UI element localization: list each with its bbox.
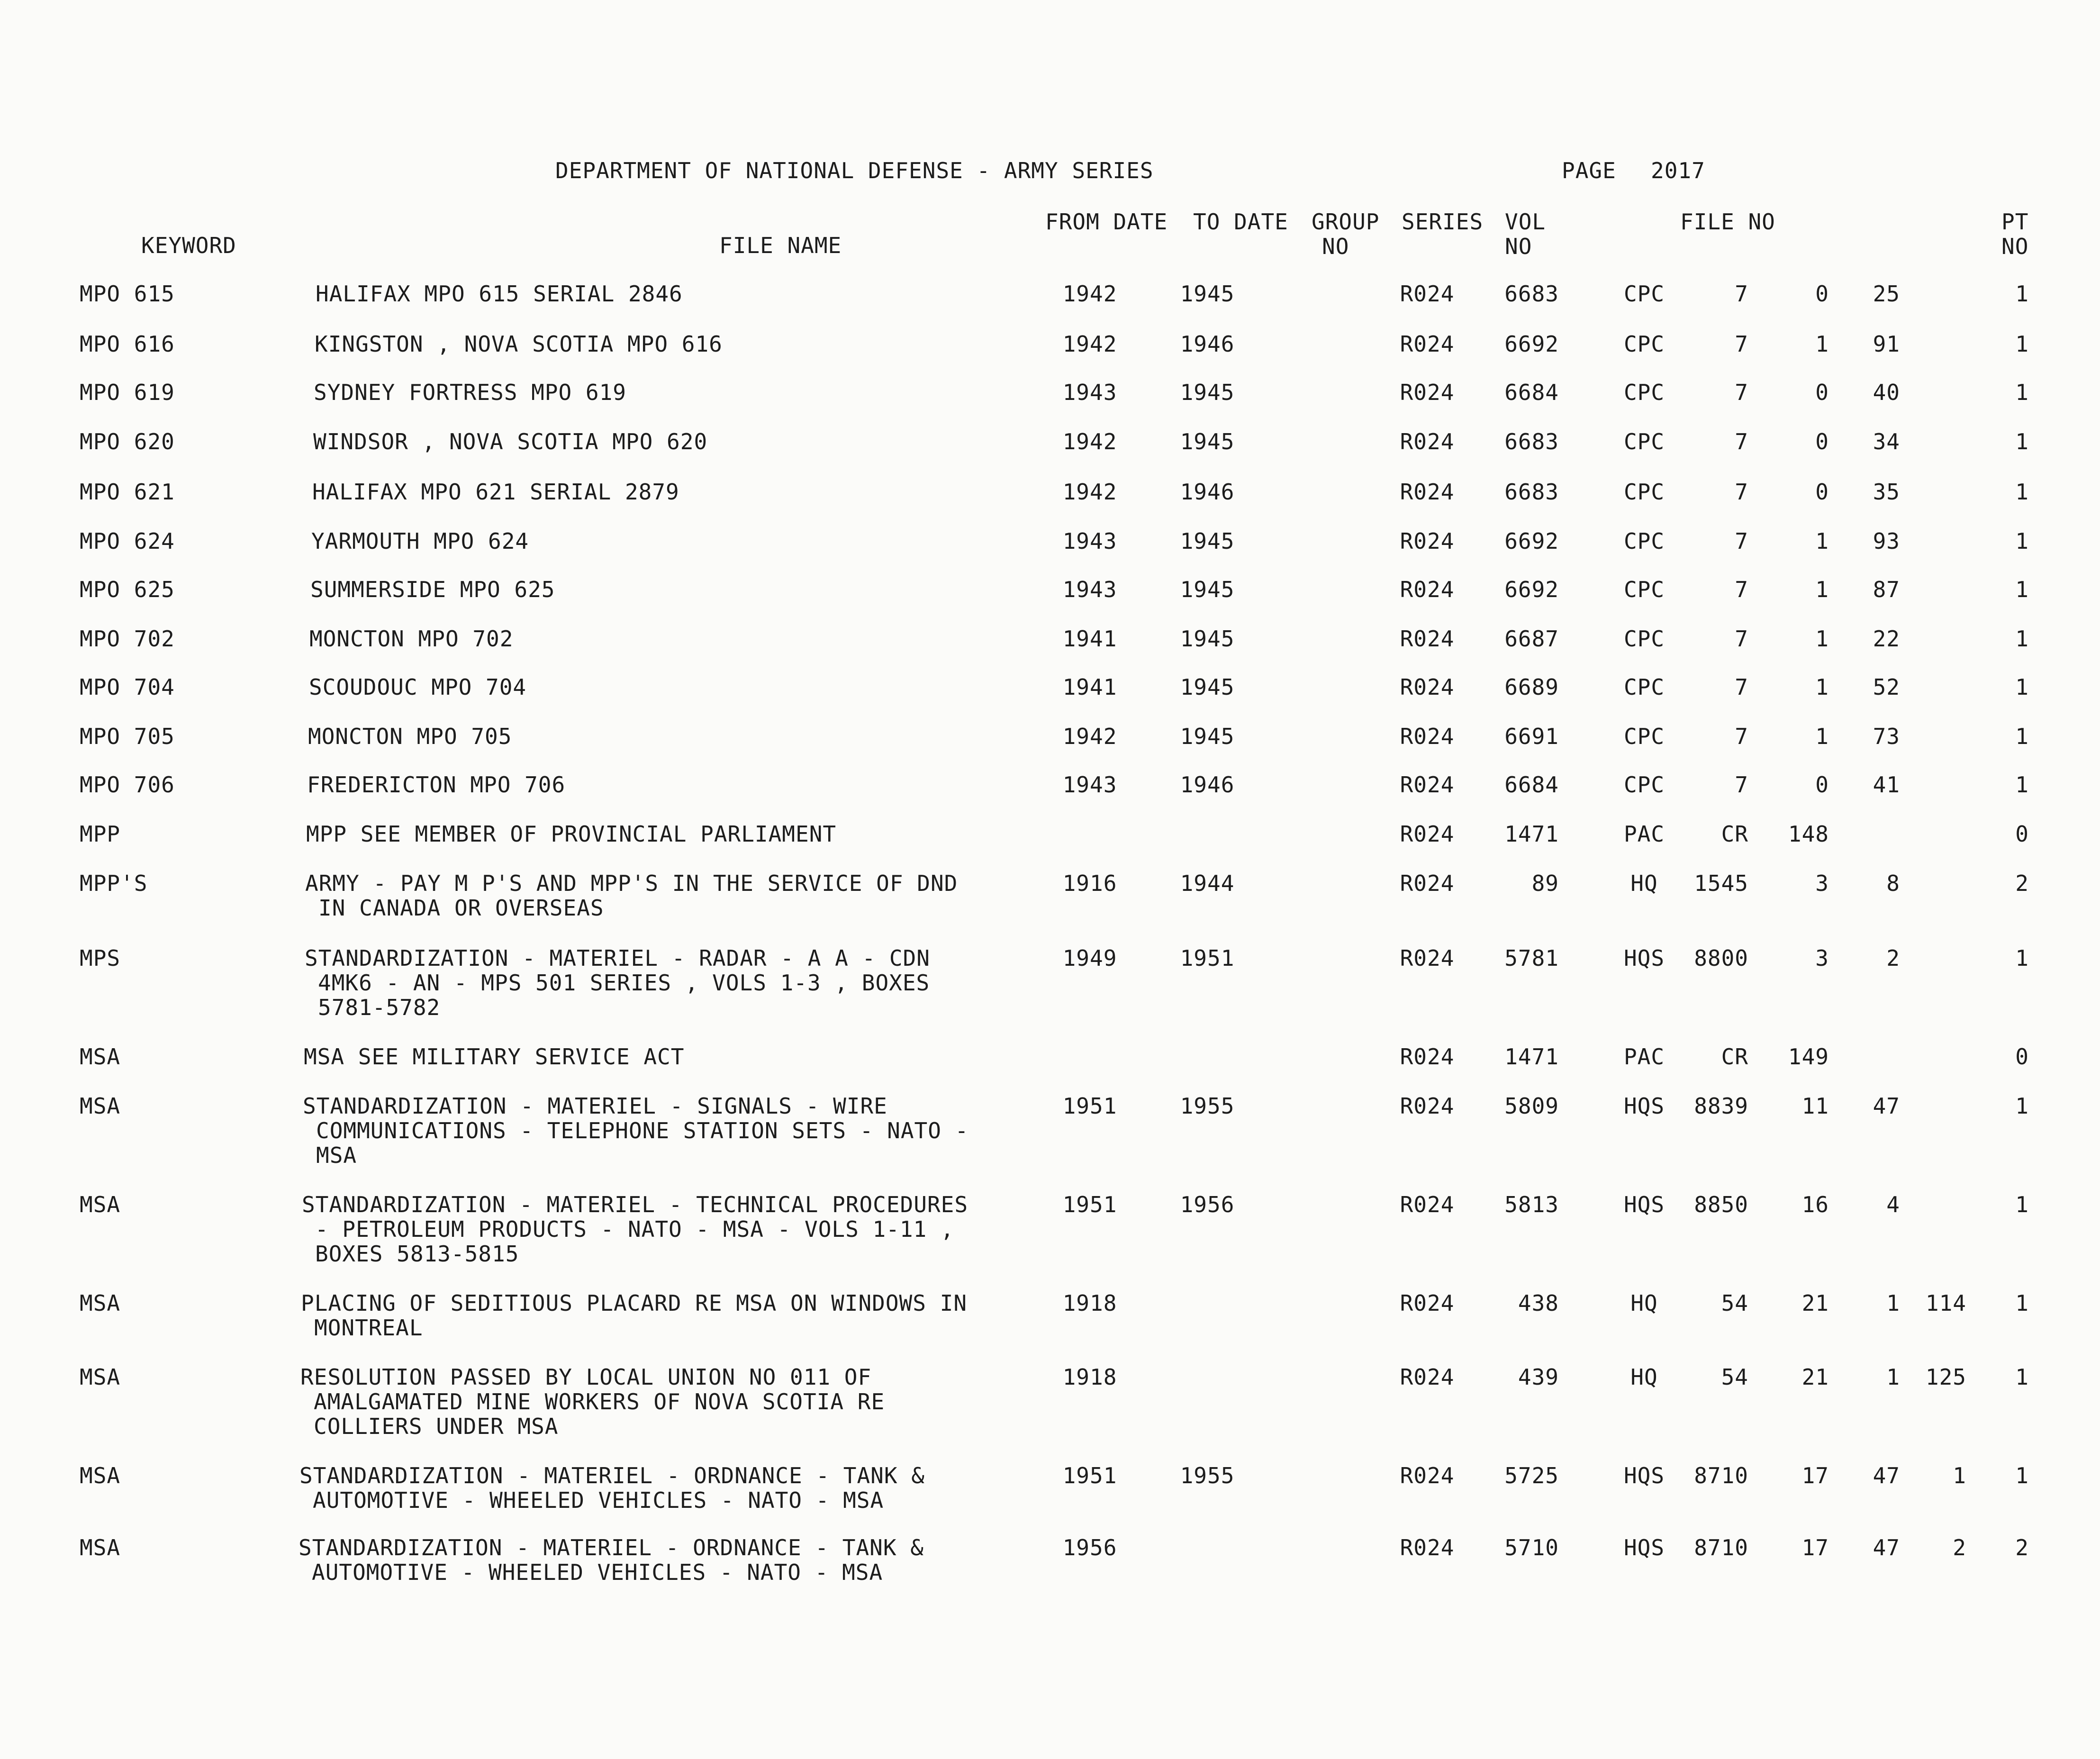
header-vol-no: NO [1505, 234, 1532, 259]
row-f3: 17 [1801, 1463, 1829, 1488]
row-pt: 1 [2015, 1463, 2029, 1488]
header-series: SERIES [1402, 209, 1484, 235]
row-f3: 11 [1801, 1093, 1829, 1119]
row-vol: 6689 [1504, 674, 1559, 700]
row-vol: 6687 [1504, 626, 1559, 652]
row-file-name-line: STANDARDIZATION - MATERIEL - RADAR - A A - CDN [305, 945, 930, 971]
row-f2: 7 [1735, 626, 1748, 652]
row-f2: 7 [1735, 674, 1748, 700]
row-f1: CPC [1623, 429, 1665, 454]
row-file-name-line: RESOLUTION PASSED BY LOCAL UNION NO 011 OF [300, 1364, 872, 1390]
row-from-date: 1916 [1062, 870, 1117, 896]
row-file-name-line: HALIFAX MPO 615 SERIAL 2846 [316, 281, 683, 307]
row-f3: 1 [1815, 674, 1829, 700]
row-vol: 5725 [1504, 1463, 1559, 1488]
row-to-date: 1955 [1180, 1463, 1235, 1488]
row-series: R024 [1400, 528, 1455, 554]
row-to-date: 1945 [1180, 626, 1235, 652]
row-from-date: 1942 [1062, 724, 1117, 749]
header-group-no: NO [1322, 234, 1349, 259]
row-f5: 125 [1925, 1364, 1966, 1390]
row-f3: 16 [1801, 1192, 1829, 1217]
row-f4: 47 [1873, 1093, 1900, 1119]
row-keyword: MSA [80, 1192, 121, 1217]
row-f3: 0 [1815, 479, 1829, 505]
row-f3: 0 [1815, 380, 1829, 405]
row-from-date: 1949 [1062, 945, 1117, 971]
row-from-date: 1956 [1062, 1535, 1117, 1560]
row-f2: 8710 [1694, 1535, 1748, 1560]
row-pt: 1 [2015, 1290, 2029, 1316]
row-f1: HQS [1623, 945, 1665, 971]
row-f2: 7 [1735, 331, 1748, 357]
row-series: R024 [1400, 380, 1455, 405]
row-keyword: MPP'S [80, 870, 148, 896]
row-f2: 8850 [1694, 1192, 1748, 1217]
row-series: R024 [1400, 281, 1455, 307]
row-keyword: MPO 625 [80, 577, 175, 602]
row-from-date: 1951 [1062, 1192, 1117, 1217]
row-vol: 6692 [1504, 577, 1559, 602]
row-f1: HQS [1623, 1463, 1665, 1488]
row-f4: 34 [1873, 429, 1900, 454]
row-f1: HQS [1623, 1093, 1665, 1119]
row-f3: 0 [1815, 772, 1829, 798]
header-pt: PT [2001, 209, 2029, 235]
row-pt: 1 [2015, 281, 2029, 307]
row-series: R024 [1400, 821, 1455, 847]
row-keyword: MSA [80, 1290, 121, 1316]
row-file-name-line: STANDARDIZATION - MATERIEL - ORDNANCE - TANK & [299, 1535, 924, 1560]
row-pt: 1 [2015, 1192, 2029, 1217]
row-f4: 2 [1886, 945, 1900, 971]
row-f2: 7 [1735, 724, 1748, 749]
row-series: R024 [1400, 1535, 1455, 1560]
row-vol: 6684 [1504, 380, 1559, 405]
row-to-date: 1944 [1180, 870, 1235, 896]
row-f3: 21 [1801, 1364, 1829, 1390]
header-group: GROUP [1312, 209, 1380, 235]
row-from-date: 1943 [1062, 528, 1117, 554]
row-keyword: MSA [80, 1044, 121, 1070]
row-file-name-line: 4MK6 - AN - MPS 501 SERIES , VOLS 1-3 , BOXES [318, 970, 930, 996]
row-pt: 1 [2015, 1364, 2029, 1390]
row-file-name-line: HALIFAX MPO 621 SERIAL 2879 [312, 479, 679, 505]
row-from-date: 1943 [1062, 772, 1117, 798]
page-title: DEPARTMENT OF NATIONAL DEFENSE - ARMY SERIES [555, 158, 1154, 183]
row-series: R024 [1400, 1044, 1455, 1070]
row-f4: 1 [1886, 1290, 1900, 1316]
row-series: R024 [1400, 870, 1455, 896]
row-f4: 47 [1873, 1535, 1900, 1560]
row-keyword: MPO 621 [80, 479, 175, 505]
row-f2: 7 [1735, 577, 1748, 602]
row-file-name-line: ARMY - PAY M P'S AND MPP'S IN THE SERVICE OF DND [305, 870, 958, 896]
row-f2: CR [1721, 821, 1748, 847]
row-keyword: MSA [80, 1463, 121, 1488]
row-vol: 438 [1518, 1290, 1559, 1316]
row-series: R024 [1400, 1192, 1455, 1217]
row-vol: 6692 [1504, 331, 1559, 357]
row-f2: 7 [1735, 528, 1748, 554]
row-f3: 3 [1815, 870, 1829, 896]
row-f1: CPC [1623, 674, 1665, 700]
row-f1: PAC [1623, 821, 1665, 847]
row-f1: PAC [1623, 1044, 1665, 1070]
row-f2: 1545 [1694, 870, 1748, 896]
row-file-name-line: IN CANADA OR OVERSEAS [318, 895, 604, 921]
row-file-name-line: MONTREAL [314, 1315, 423, 1341]
row-keyword: MPO 620 [80, 429, 175, 454]
header-from-date: FROM DATE [1045, 209, 1168, 235]
row-vol: 5809 [1504, 1093, 1559, 1119]
row-f3: 17 [1801, 1535, 1829, 1560]
row-f1: CPC [1623, 577, 1665, 602]
row-from-date: 1942 [1062, 429, 1117, 454]
row-vol: 6684 [1504, 772, 1559, 798]
row-f3: 1 [1815, 528, 1829, 554]
row-f3: 1 [1815, 577, 1829, 602]
page-label: PAGE [1562, 158, 1616, 183]
row-f3: 148 [1788, 821, 1829, 847]
row-keyword: MPO 619 [80, 380, 175, 405]
row-f2: 54 [1721, 1364, 1748, 1390]
row-f1: CPC [1623, 331, 1665, 357]
row-pt: 1 [2015, 429, 2029, 454]
row-f4: 25 [1873, 281, 1900, 307]
row-f3: 1 [1815, 331, 1829, 357]
row-file-name-line: STANDARDIZATION - MATERIEL - ORDNANCE - TANK & [299, 1463, 925, 1488]
row-file-name-line: AMALGAMATED MINE WORKERS OF NOVA SCOTIA RE [314, 1389, 885, 1414]
row-file-name-line: BOXES 5813-5815 [315, 1241, 519, 1267]
row-file-name-line: KINGSTON , NOVA SCOTIA MPO 616 [315, 331, 723, 357]
row-f4: 41 [1873, 772, 1900, 798]
header-keyword: KEYWORD [141, 233, 236, 258]
row-from-date: 1943 [1062, 380, 1117, 405]
row-to-date: 1946 [1180, 331, 1235, 357]
row-f3: 3 [1815, 945, 1829, 971]
row-series: R024 [1400, 772, 1455, 798]
row-from-date: 1941 [1062, 626, 1117, 652]
row-f5: 2 [1953, 1535, 1966, 1560]
row-keyword: MPO 615 [80, 281, 175, 307]
row-series: R024 [1400, 1364, 1455, 1390]
row-pt: 1 [2015, 724, 2029, 749]
row-f2: 54 [1721, 1290, 1748, 1316]
row-f1: CPC [1623, 772, 1665, 798]
row-to-date: 1951 [1180, 945, 1235, 971]
row-pt: 1 [2015, 331, 2029, 357]
row-from-date: 1943 [1062, 577, 1117, 602]
row-f3: 149 [1788, 1044, 1829, 1070]
row-f4: 47 [1873, 1463, 1900, 1488]
row-vol: 5710 [1504, 1535, 1559, 1560]
row-f4: 4 [1886, 1192, 1900, 1217]
row-vol: 5781 [1504, 945, 1559, 971]
row-f1: CPC [1623, 479, 1665, 505]
row-to-date: 1946 [1180, 479, 1235, 505]
row-f4: 93 [1873, 528, 1900, 554]
row-keyword: MPO 705 [80, 724, 175, 749]
row-f2: 7 [1735, 281, 1748, 307]
row-file-name-line: - PETROLEUM PRODUCTS - NATO - MSA - VOLS 1-11 , [315, 1216, 954, 1242]
row-file-name-line: SCOUDOUC MPO 704 [309, 674, 527, 700]
row-f3: 0 [1815, 281, 1829, 307]
row-keyword: MPO 624 [80, 528, 175, 554]
row-f1: HQS [1623, 1192, 1665, 1217]
row-f3: 1 [1815, 626, 1829, 652]
row-keyword: MPO 706 [80, 772, 175, 798]
row-to-date: 1945 [1180, 528, 1235, 554]
row-from-date: 1951 [1062, 1093, 1117, 1119]
row-f3: 1 [1815, 724, 1829, 749]
row-from-date: 1918 [1062, 1290, 1117, 1316]
row-f2: 7 [1735, 772, 1748, 798]
row-keyword: MPS [80, 945, 121, 971]
row-keyword: MPO 702 [80, 626, 175, 652]
row-pt: 2 [2015, 1535, 2029, 1560]
row-f2: CR [1721, 1044, 1748, 1070]
row-f1: HQ [1630, 870, 1658, 896]
row-file-name-line: COLLIERS UNDER MSA [314, 1414, 559, 1439]
row-to-date: 1945 [1180, 724, 1235, 749]
row-file-name-line: AUTOMOTIVE - WHEELED VEHICLES - NATO - MSA [312, 1560, 883, 1585]
row-vol: 6683 [1504, 429, 1559, 454]
row-pt: 1 [2015, 674, 2029, 700]
row-f4: 91 [1873, 331, 1900, 357]
row-f1: HQ [1630, 1290, 1658, 1316]
row-file-name-line: MONCTON MPO 705 [308, 724, 512, 749]
row-series: R024 [1400, 331, 1455, 357]
row-from-date: 1918 [1062, 1364, 1117, 1390]
row-pt: 0 [2015, 1044, 2029, 1070]
row-f1: CPC [1623, 724, 1665, 749]
row-file-name-line: YARMOUTH MPO 624 [311, 528, 529, 554]
row-to-date: 1945 [1180, 281, 1235, 307]
row-file-name-line: MSA SEE MILITARY SERVICE ACT [304, 1044, 685, 1070]
header-pt-no: NO [2001, 234, 2029, 259]
row-file-name-line: MSA [316, 1142, 357, 1168]
row-file-name-line: PLACING OF SEDITIOUS PLACARD RE MSA ON WINDOWS IN [301, 1290, 968, 1316]
row-f4: 22 [1873, 626, 1900, 652]
row-f5: 1 [1953, 1463, 1966, 1488]
row-to-date: 1945 [1180, 380, 1235, 405]
row-file-name-line: FREDERICTON MPO 706 [307, 772, 566, 798]
row-series: R024 [1400, 674, 1455, 700]
row-from-date: 1942 [1062, 331, 1117, 357]
row-keyword: MSA [80, 1535, 121, 1560]
row-to-date: 1945 [1180, 429, 1235, 454]
header-file-no: FILE NO [1680, 209, 1775, 235]
row-from-date: 1942 [1062, 281, 1117, 307]
row-series: R024 [1400, 1093, 1455, 1119]
header-to-date: TO DATE [1193, 209, 1288, 235]
row-pt: 1 [2015, 528, 2029, 554]
row-f3: 21 [1801, 1290, 1829, 1316]
row-keyword: MSA [80, 1364, 121, 1390]
row-f4: 8 [1886, 870, 1900, 896]
row-pt: 1 [2015, 626, 2029, 652]
row-vol: 89 [1531, 870, 1559, 896]
row-from-date: 1951 [1062, 1463, 1117, 1488]
header-vol: VOL [1505, 209, 1546, 235]
row-series: R024 [1400, 724, 1455, 749]
row-from-date: 1941 [1062, 674, 1117, 700]
row-f4: 52 [1873, 674, 1900, 700]
row-from-date: 1942 [1062, 479, 1117, 505]
row-f4: 35 [1873, 479, 1900, 505]
row-vol: 6691 [1504, 724, 1559, 749]
row-f5: 114 [1925, 1290, 1966, 1316]
row-keyword: MPP [80, 821, 121, 847]
row-vol: 6683 [1504, 479, 1559, 505]
row-series: R024 [1400, 577, 1455, 602]
row-f1: CPC [1623, 380, 1665, 405]
row-file-name-line: COMMUNICATIONS - TELEPHONE STATION SETS - NATO - [316, 1118, 969, 1143]
row-vol: 6692 [1504, 528, 1559, 554]
row-f2: 8800 [1694, 945, 1748, 971]
row-f1: CPC [1623, 626, 1665, 652]
row-f2: 8710 [1694, 1463, 1748, 1488]
row-series: R024 [1400, 626, 1455, 652]
row-file-name-line: STANDARDIZATION - MATERIEL - SIGNALS - WIRE [303, 1093, 887, 1119]
row-vol: 5813 [1504, 1192, 1559, 1217]
row-file-name-line: AUTOMOTIVE - WHEELED VEHICLES - NATO - MSA [313, 1487, 884, 1513]
row-vol: 1471 [1504, 821, 1559, 847]
row-series: R024 [1400, 479, 1455, 505]
row-f2: 7 [1735, 380, 1748, 405]
row-pt: 1 [2015, 945, 2029, 971]
row-keyword: MPO 704 [80, 674, 175, 700]
row-pt: 0 [2015, 821, 2029, 847]
row-file-name-line: SYDNEY FORTRESS MPO 619 [314, 380, 626, 405]
row-f1: HQS [1623, 1535, 1665, 1560]
row-to-date: 1956 [1180, 1192, 1235, 1217]
row-f4: 40 [1873, 380, 1900, 405]
row-series: R024 [1400, 945, 1455, 971]
row-file-name-line: WINDSOR , NOVA SCOTIA MPO 620 [313, 429, 708, 454]
row-pt: 1 [2015, 479, 2029, 505]
row-f2: 7 [1735, 429, 1748, 454]
row-f4: 73 [1873, 724, 1900, 749]
header-file-name: FILE NAME [719, 233, 842, 258]
row-to-date: 1955 [1180, 1093, 1235, 1119]
row-f2: 7 [1735, 479, 1748, 505]
row-file-name-line: SUMMERSIDE MPO 625 [310, 577, 555, 602]
row-to-date: 1945 [1180, 577, 1235, 602]
row-keyword: MSA [80, 1093, 121, 1119]
row-pt: 1 [2015, 772, 2029, 798]
row-pt: 1 [2015, 1093, 2029, 1119]
row-vol: 6683 [1504, 281, 1559, 307]
row-vol: 439 [1518, 1364, 1559, 1390]
row-file-name-line: 5781-5782 [318, 995, 441, 1020]
row-file-name-line: MONCTON MPO 702 [309, 626, 514, 652]
page-number: 2017 [1651, 158, 1705, 183]
row-f1: HQ [1630, 1364, 1658, 1390]
row-f4: 87 [1873, 577, 1900, 602]
row-keyword: MPO 616 [80, 331, 175, 357]
row-f2: 8839 [1694, 1093, 1748, 1119]
row-to-date: 1945 [1180, 674, 1235, 700]
row-pt: 2 [2015, 870, 2029, 896]
row-f1: CPC [1623, 528, 1665, 554]
row-f3: 0 [1815, 429, 1829, 454]
row-series: R024 [1400, 1463, 1455, 1488]
row-series: R024 [1400, 429, 1455, 454]
row-file-name-line: STANDARDIZATION - MATERIEL - TECHNICAL PROCEDURES [302, 1192, 969, 1217]
row-series: R024 [1400, 1290, 1455, 1316]
row-pt: 1 [2015, 577, 2029, 602]
row-f1: CPC [1623, 281, 1665, 307]
row-pt: 1 [2015, 380, 2029, 405]
row-to-date: 1946 [1180, 772, 1235, 798]
row-file-name-line: MPP SEE MEMBER OF PROVINCIAL PARLIAMENT [306, 821, 837, 847]
row-f4: 1 [1886, 1364, 1900, 1390]
row-vol: 1471 [1504, 1044, 1559, 1070]
